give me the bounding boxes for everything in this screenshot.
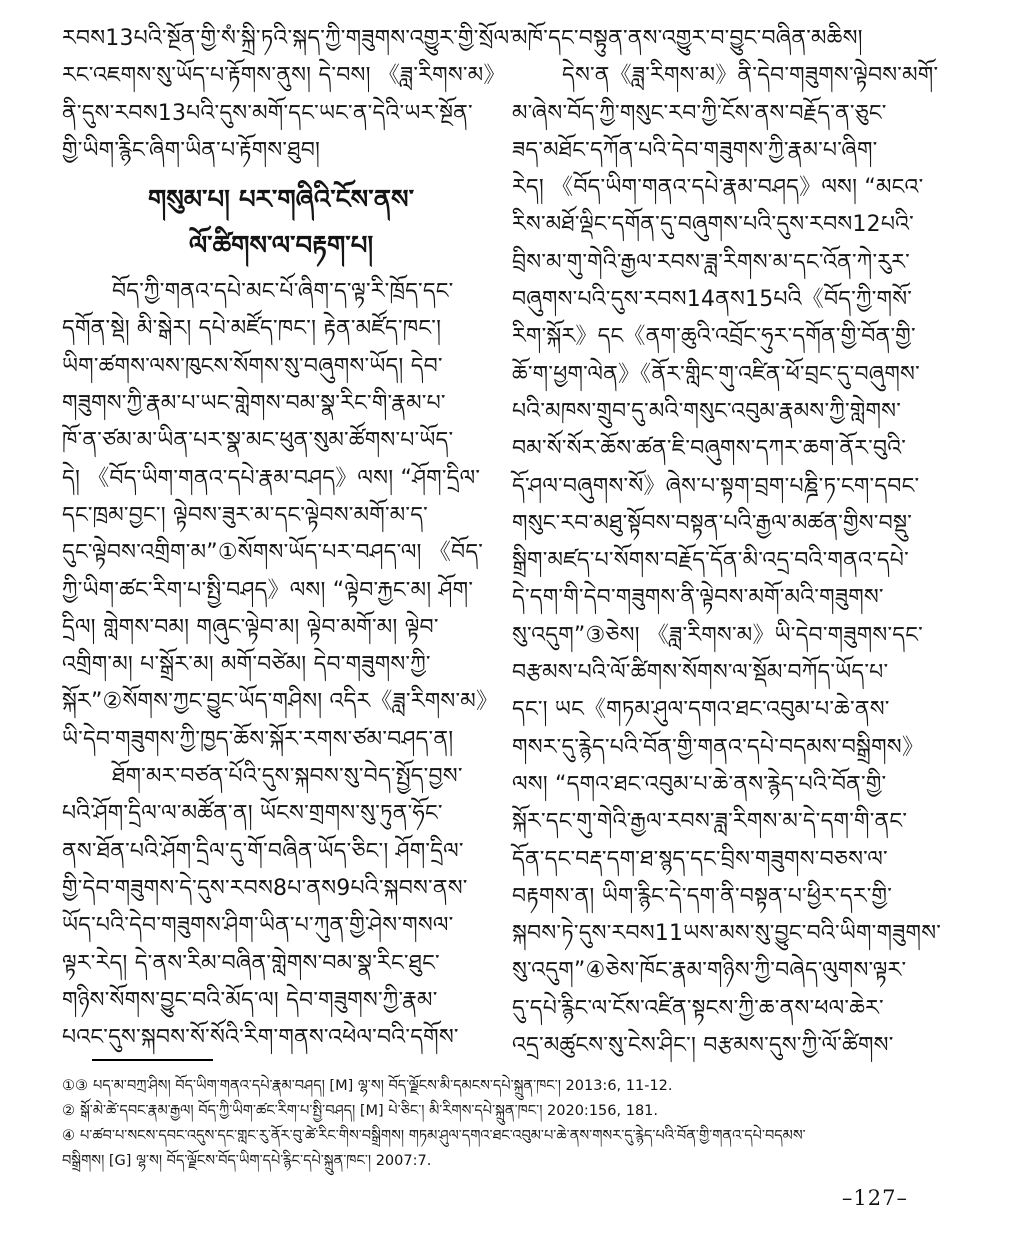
text-line: སུ་འདུག”③ཅེས། 《ཟླ་རིགས་མ》ཡི་དེབ་གཟུགས་དང་: [512, 622, 923, 648]
text-line: ཟད་མཐོང་དཀོན་པའི་དེབ་གཟུགས་ཀྱི་རྣམ་པ་ཞིག་: [512, 137, 878, 163]
text-line: པའི་ཤོག་དྲིལ་ལ་མཚོན་ན། ཡོངས་གྲགས་སུ་ཏུན་ཧོང་: [62, 801, 443, 827]
footnote-marker: ④: [62, 1128, 75, 1144]
text-line: རིག་སྐོར》དང《ནག་ཆུའི་འབྲོང་ཧུར་དགོན་གྱི་བོན་གྱི་: [512, 324, 916, 350]
text-line: བཞུགས་པའི་དུས་རབས14ནས15པའི《བོད་ཀྱི་གསོ་: [512, 287, 913, 313]
text-line: ཆོ་ག་ཕྱག་ལེན》《ནོར་གླིང་གུ་འཛིན་ཕོ་བྲང་དུ་བཞུགས་: [512, 361, 920, 387]
text-line: དོ་ཤལ་བཞུགས་སོ》ཞེས་པ་སྟག་བྲག་པཎྜི་ཏ་ངག་དབང་: [512, 473, 920, 499]
text-line: དུ་དཔེ་རྙིང་ལ་ངོས་འཛིན་སྟངས་ཀྱི་ཆ་ནས་ཕལ་ཆེར་: [512, 995, 884, 1021]
text-line: མཁོ་དང་བསྟུན་ནས་འགྱུར་བ་བྱུང་བཞིན་མཆིས།: [512, 26, 863, 51]
footnote-line: ①③ པད་མ་བཀྲ་ཤིས། བོད་ཡིག་གནའ་དཔེ་རྣམ་བཤད། [M] ལྷ་ས། བོད་ལྗོངས་མི་དམངས་དཔེ་སྐྲུན་ཁང་། 2013:6, 11-12.: [62, 1078, 673, 1094]
text-line: དེ། 《བོད་ཡིག་གནའ་དཔེ་རྣམ་བཤད》ལས། “ཤོག་དྲིལ་: [62, 465, 481, 491]
paragraph: [512, 20, 956, 57]
right-column: [512, 20, 956, 1064]
text-line: འགྲིག་མ། པ་སྒྲོར་མ། མགོ་བཙེམ། དེབ་གཟུགས་ཀྱི་: [62, 652, 431, 678]
text-line: ལས། “དགའ་ཐང་འབུམ་པ་ཆེ་ནས་རྙེད་པའི་བོན་གྱི་: [512, 771, 887, 797]
text-line: ནས་ཐོན་པའི་ཤོག་དྲིལ་དུ་གོ་བཞིན་ཡོད་ཅིང་། ཤོག་དྲིལ་: [62, 838, 464, 864]
text-line: ཡི་དེབ་གཟུགས་ཀྱི་ཁྱད་ཆོས་སྐོར་རགས་ཙམ་བཤད་ན།: [62, 726, 454, 752]
page-number: –127–: [841, 1186, 908, 1210]
text-line: སུ་འདུག”④ཅེས་ཁོང་རྣམ་གཉིས་ཀྱི་བཞེད་ལུགས་ལྟར་: [512, 958, 907, 984]
text-line: ཀྱི་ཡིག་ཚང་རིག་པ་སྤྱི་བཤད》ལས། “ལྟེབ་རྐྱང་མ། ཤོག་: [62, 577, 474, 603]
text-line: གྱི་ཡིག་རྙིང་ཞིག་ཡིན་པ་རྟོགས་ཐུབ།: [62, 137, 321, 163]
text-line: པའི་མཁས་གྲུབ་དུ་མའི་གསུང་འབུམ་རྣམས་ཀྱི་གླེགས་: [512, 398, 902, 424]
text-line: དང་། ཡང《གཏམ་ཤུལ་དགའ་ཐང་འབུམ་པ་ཆེ་ནས་: [512, 697, 890, 723]
text-line: གཟུགས་ཀྱི་རྣམ་པ་ཡང་གླེགས་བམ་སྣ་རིང་གི་རྣམ་པ་: [62, 391, 446, 417]
heading-line: གསུམ་པ། པར་གཞིའི་ངོས་ནས་: [147, 185, 415, 216]
text-line: གྱི་དེབ་གཟུགས་དེ་དུས་རབས8པ་ནས9པའི་སྐབས་ནས་: [62, 875, 468, 901]
section-heading: [62, 177, 500, 269]
text-line: ལྟར་རེད། དེ་ནས་རིམ་བཞིན་གླེགས་བམ་སྣ་རིང་ཐུང་: [62, 950, 440, 976]
text-line: འདྲ་མཚུངས་སུ་ངེས་ཤིང་། བརྩམས་དུས་ཀྱི་ལོ་ཚིགས་: [512, 1033, 894, 1059]
text-line: གསར་དུ་རྙེད་པའི་བོན་གྱི་གནའ་དཔེ་བདམས་བསྒྲིགས》: [512, 734, 925, 760]
footnote-line: ④ པ་ཚབ་པ་སངས་དབང་འདུས་དང་གླང་རུ་ནོར་བུ་ཚེ་རིང་གིས་བསྒྲིགས། གཏམ་ཤུལ་དགའ་ཐང་འབུམ་པ་ཆེ་ནས་གསར་དུ་རྙེད་པའི་བོན་གྱི་གནའ་དཔེ་བདམས་: [62, 1128, 806, 1144]
text-line: རིས་མཐོ་ལྡིང་དགོན་དུ་བཞུགས་པའི་དུས་རབས12པའི་: [512, 212, 914, 238]
text-line: རེད། 《བོད་ཡིག་གནའ་དཔེ་རྣམ་བཤད》ལས། “མངའ་: [512, 175, 924, 201]
text-line: བརྟགས་ན། ཡིག་རྙིང་དེ་དག་ནི་བསྟན་པ་ཕྱིར་དར་གྱི་: [512, 883, 893, 909]
footnote-line: བསྒྲིགས། [G] ལྷ་ས། བོད་ལྗོངས་བོད་ཡིག་དཔེ་རྙིང་དཔེ་སྐྲུན་ཁང་། 2007:7.: [62, 1153, 432, 1169]
text-line: སྒྲིག་མཛད་པ་སོགས་བརྗོད་དོན་མི་འདྲ་བའི་གནའ་དཔེ་: [512, 548, 909, 574]
text-line: ཐོག་མར་བཙན་པོའི་དུས་སྐབས་སུ་བེད་སྤྱོད་བྱས་: [112, 764, 463, 790]
paragraph: [512, 57, 956, 1064]
paragraph: [62, 273, 500, 758]
text-line: དུང་ལྟེབས་འགྲིག་མ”①སོགས་ཡོད་པར་བཤད་ལ། 《བོད་: [62, 540, 484, 566]
footnote-separator-rule: [92, 1059, 213, 1061]
text-line: སྐོར་དང་གུ་གེའི་རྒྱལ་རབས་ཟླ་རིགས་མ་དེ་དག་གི་ནང་: [512, 809, 908, 835]
footnote-marker: ①③: [62, 1078, 88, 1094]
text-line: རབས13པའི་སྔོན་གྱི་སཾ་སྐྲི་ཏའི་སྐད་ཀྱི་གཟུགས་འགྱུར་གྱི་སྲོལ་: [62, 26, 515, 51]
text-line: བམ་སོ་སོར་ཆོས་ཚན་ཇི་བཞུགས་དཀར་ཆག་ནོར་བུའི་: [512, 436, 907, 462]
footnote-line: ② སྒོ་མེ་ཚེ་དབང་རྣམ་རྒྱལ། བོད་ཀྱི་ཡིག་ཚང་རིག་པ་སྤྱི་བཤད། [M] པེ་ཅིང་། མི་རིགས་དཔེ་སྐྲུན་ཁང་། 2020:156, 181.: [62, 1103, 658, 1119]
text-line: སྐབས་ཏེ་དུས་རབས11ཡས་མས་སུ་བྱུང་བའི་ཡིག་གཟུགས་: [512, 921, 942, 947]
footnotes: [62, 1074, 958, 1174]
text-line: གསུང་རབ་མཐུ་སྟོབས་བསྟན་པའི་རྒྱལ་མཚན་གྱིས་བསྡུ་: [512, 510, 913, 536]
text-line: དྲིལ། གླེགས་བམ། གཞུང་ལྟེབ་མ། ལྟེབ་མགོ་མ། ལྟེབ་: [62, 614, 439, 640]
text-line: མ་ཞེས་བོད་ཀྱི་གསུང་རབ་ཀྱི་ངོས་ནས་བརྗོད་ན་ཅུང་: [512, 100, 887, 126]
text-line: ཡོད་པའི་དེབ་གཟུགས་ཤིག་ཡིན་པ་ཀུན་གྱི་ཤེས་གསལ་: [62, 913, 454, 939]
left-column: [62, 20, 515, 1056]
text-line: དགོན་སྡེ། མི་སྒེར། དཔེ་མཛོད་ཁང་། རྟེན་མཛོད་ཁང་།: [62, 316, 442, 342]
text-line: དེ་དག་གི་དེབ་གཟུགས་ནི་ལྟེབས་མགོ་མའི་གཟུགས་: [512, 585, 884, 611]
text-line: དང་ཁྲམ་བྱང་། ལྟེབས་ཟུར་མ་དང་ལྟེབས་མགོ་མ་ད་: [62, 502, 428, 528]
text-line: དོན་དང་བརྡ་དག་ཐ་སྙད་དང་བྲིས་གཟུགས་བཅས་ལ་: [512, 846, 888, 872]
text-line: གཉིས་སོགས་བྱུང་བའི་མོད་ལ། དེབ་གཟུགས་ཀྱི་རྣམ་: [62, 987, 438, 1013]
text-line: པའང་དུས་སྐབས་སོ་སོའི་རིག་གནས་འཕེལ་བའི་དགོས་: [62, 1025, 459, 1051]
text-line: རང་འཇགས་སུ་ཡོད་པ་རྟོགས་ནུས། དེ་བས། 《ཟླ་རིགས་མ》: [62, 63, 506, 89]
text-line: ནི་དུས་རབས13པའི་དུས་མགོ་དང་ཡང་ན་དེའི་ཡར་སྔོན་: [62, 100, 473, 126]
text-line: བྲིས་མ་གུ་གེའི་རྒྱལ་རབས་ཟླ་རིགས་མ་དང་འོན་ཀེ་རུར་: [512, 249, 910, 275]
text-line: བརྩམས་པའི་ལོ་ཚིགས་སོགས་ལ་སྡོམ་བཀོད་ཡོད་པ་: [512, 660, 889, 686]
paragraph: [62, 758, 500, 1056]
text-line: སྐོར”②སོགས་ཀྱང་བྱུང་ཡོད་གཤིས། འདིར《ཟླ་རིགས་མ》: [62, 689, 499, 715]
text-line: དེས་ན《ཟླ་རིགས་མ》ནི་དེབ་གཟུགས་ལྟེབས་མགོ་: [562, 63, 939, 89]
text-line: ཡིག་ཚགས་ལས་ཁུངས་སོགས་སུ་བཞུགས་ཡོད། དེབ་: [62, 353, 443, 379]
text-line: ཁོ་ན་ཙམ་མ་ཡིན་པར་སྣ་མང་ཕུན་སུམ་ཚོགས་པ་ཡོད་: [62, 428, 454, 454]
footnote-marker: ②: [62, 1103, 75, 1119]
paragraph: [62, 20, 515, 169]
text-line: བོད་ཀྱི་གནའ་དཔེ་མང་པོ་ཞིག་ད་ལྟ་རི་ཁྲོད་དང་: [112, 279, 454, 305]
heading-line: ལོ་ཚིགས་ལ་བརྟག་པ།: [188, 231, 374, 262]
